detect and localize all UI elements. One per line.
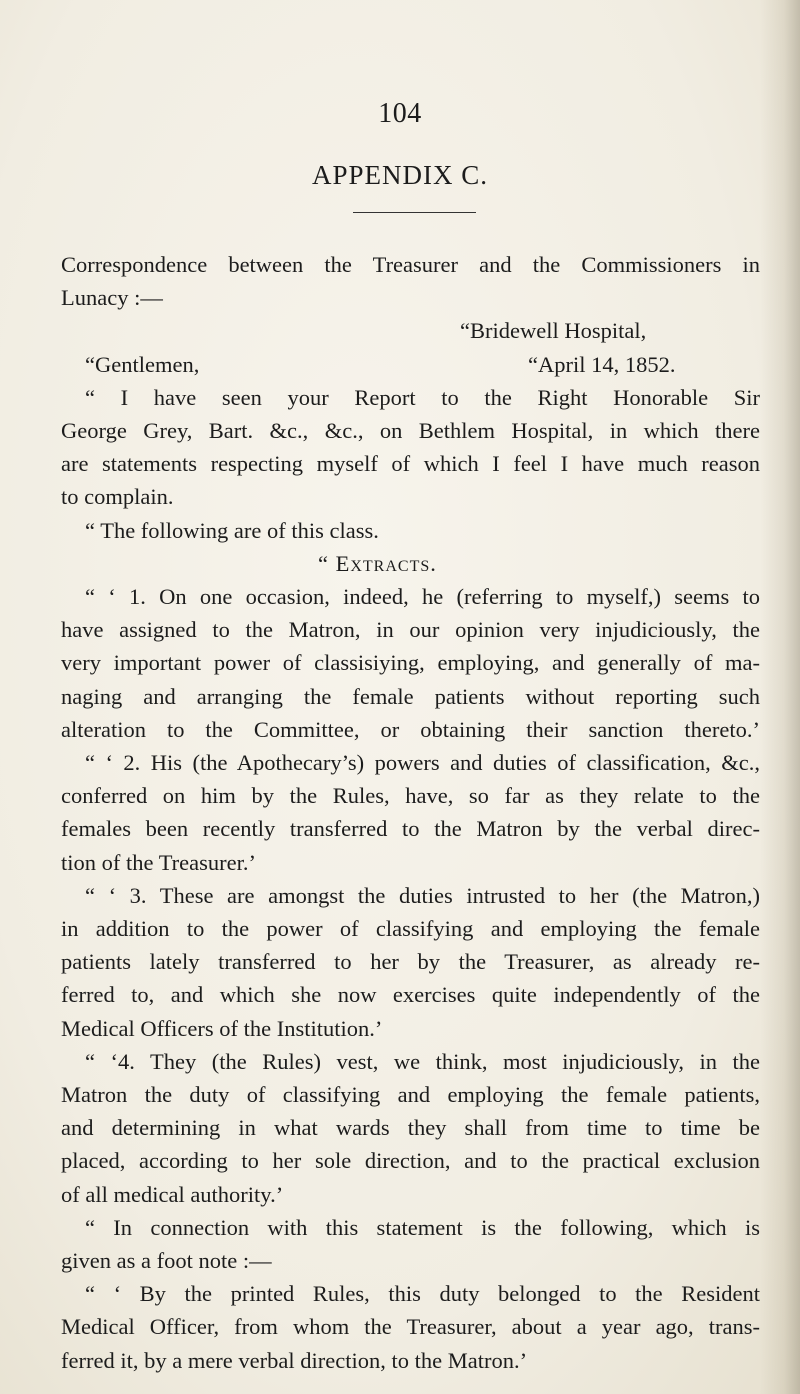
text-line: patients lately transferred to her by the Treasurer, as already re-: [61, 949, 760, 975]
text-line: conferred on him by the Rules, have, so far as they relate to the: [61, 783, 760, 809]
text-line: “ In connection with this statement is the following, which is: [85, 1214, 760, 1240]
text-line: “ I have seen your Report to the Right Honorable Sir: [85, 384, 760, 410]
text-line: very important power of classisiying, employing, and generally of ma-: [61, 650, 760, 676]
text-line: given as a foot note :—: [61, 1248, 272, 1273]
text-line: Matron the duty of classifying and employing the female patients,: [61, 1082, 760, 1107]
text-line: George Grey, Bart. &c., &c., on Bethlem Hospital, in which there: [61, 418, 760, 443]
text-line: alteration to the Committee, or obtaining their sanction thereto.’: [61, 716, 760, 742]
text-line: “ ‘ By the printed Rules, this duty belonged to the Resident: [85, 1281, 760, 1307]
text-line: have assigned to the Matron, in our opinion very injudiciously, the: [61, 617, 760, 643]
text-line: Lunacy :—: [61, 285, 163, 311]
text-line: to complain.: [61, 484, 174, 510]
text-line: Medical Officer, from whom the Treasurer, about a year ago, trans-: [61, 1314, 760, 1340]
text-line: naging and arranging the female patients without reporting such: [61, 683, 760, 709]
text-line: “ Extracts.: [318, 550, 437, 576]
text-line: tion of the Treasurer.’: [61, 849, 256, 875]
text-line: of all medical authority.’: [61, 1181, 284, 1207]
text-line: “ ‘ 3. These are amongst the duties intrusted to her (the Matron,): [85, 882, 760, 908]
text-line: “April 14, 1852.: [528, 351, 676, 377]
text-line: “ ‘ 1. On one occasion, indeed, he (referring to myself,) seems to: [85, 584, 760, 609]
heading-rule: [353, 212, 476, 213]
text-line: ferred to, and which she now exercises quite independently of the: [61, 982, 760, 1008]
appendix-heading: APPENDIX C.: [311, 160, 489, 190]
text-line: Correspondence between the Treasurer and the Commissioners in: [61, 252, 760, 277]
page-number: 104: [378, 98, 422, 129]
text-line: placed, according to her sole direction, and to the practical exclusion: [61, 1148, 760, 1174]
text-line: females been recently transferred to the Matron by the verbal direc-: [61, 816, 760, 842]
page-edge-shadow: [760, 0, 800, 1394]
text-line: and determining in what wards they shall from time to time be: [61, 1115, 760, 1141]
text-line: “ The following are of this class.: [85, 517, 379, 543]
text-line: “ ‘ 2. His (the Apothecary’s) powers and duties of classification, &c.,: [85, 750, 760, 775]
text-line: are statements respecting myself of which I feel I have much reason: [61, 451, 760, 477]
text-line: in addition to the power of classifying and employing the female: [61, 916, 760, 941]
text-line: “Gentlemen,: [85, 351, 200, 377]
text-line: “Bridewell Hospital,: [460, 318, 647, 344]
text-line: Medical Officers of the Institution.’: [61, 1015, 383, 1041]
text-line: ferred it, by a mere verbal direction, to the Matron.’: [61, 1347, 528, 1373]
text-line: “ ‘4. They (the Rules) vest, we think, most injudiciously, in the: [85, 1048, 760, 1074]
